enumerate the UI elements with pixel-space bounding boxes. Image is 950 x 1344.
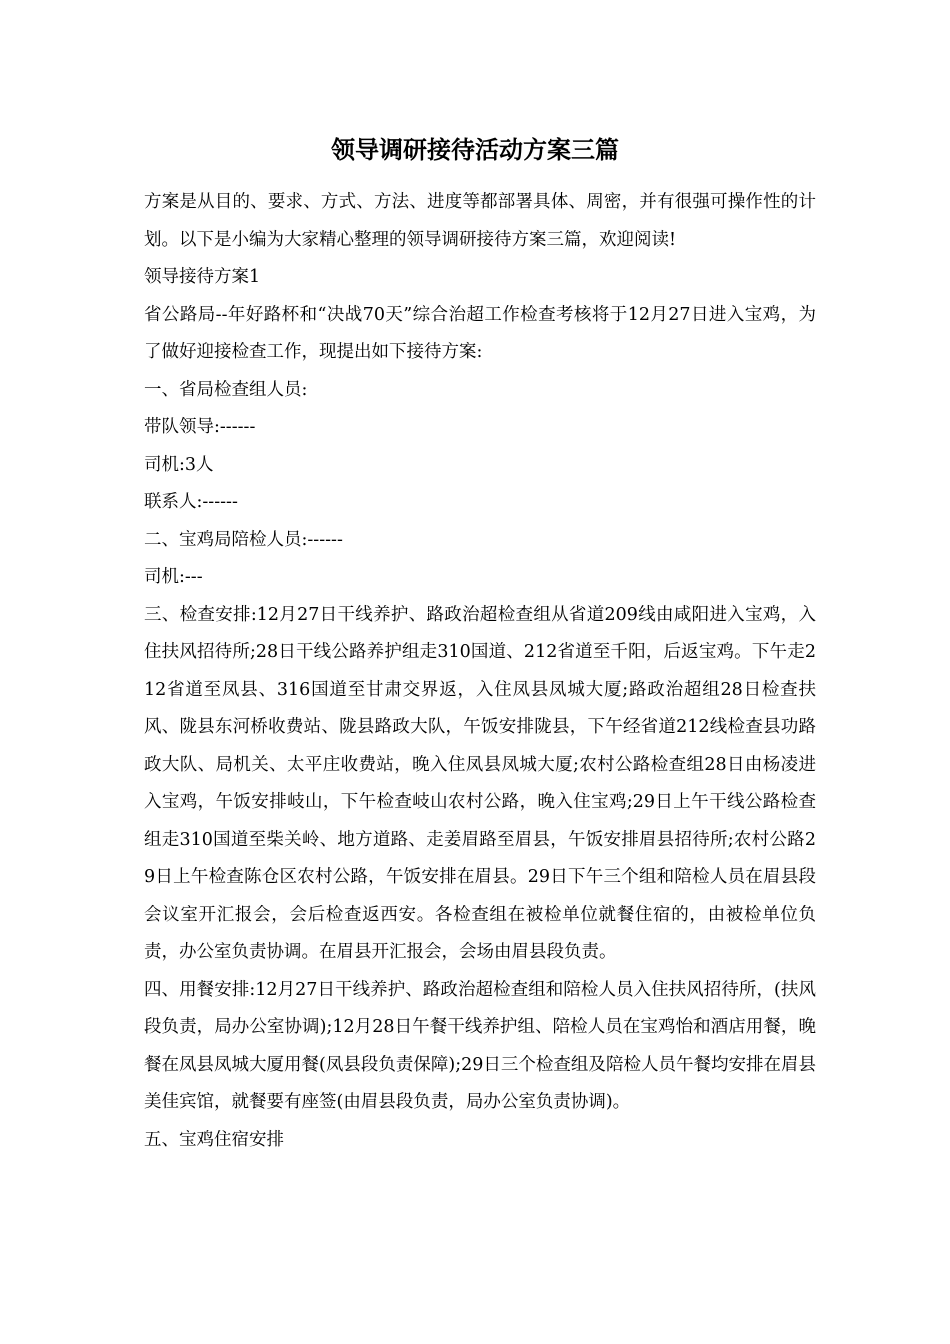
document-body: [144, 184, 816, 1159]
document-title: 领导调研接待活动方案三篇: [331, 135, 619, 164]
paragraph-drivers: 司机:3人: [144, 454, 214, 475]
paragraph-contact: 联系人:------: [144, 492, 238, 512]
paragraph-intro: 方案是从目的、要求、方式、方法、进度等都部署具体、周密，并有很强可操作性的计划。以下是小编为大家精心整理的领导调研接待方案三篇，欢迎阅读!: [144, 192, 816, 250]
paragraph-plan-heading: 领导接待方案1: [144, 267, 261, 287]
paragraph-section-3: 三、检查安排:12月27日干线养护、路政治超检查组从省道209线由咸阳进入宝鸡，入住扶风招待所;28日干线公路养护组走310国道、212省道至千阳，后返宝鸡。下午走212省道至凤县、316国道至甘肃交界返，入住凤县凤城大厦;路政治超组28日检查扶风、陇县东河桥收费站、陇县路政大队，午饭安排陇县，下午经省道212线检查县功路政大队、局机关、太平庄收费站，晚入住凤县凤城大厦;农村公路检查组28日由杨凌进入宝鸡，午饭安排岐山，下午检查岐山农村公路，晚入住宝鸡;29日上午干线公路检查组走310国道至柴关岭、地方道路、走姜眉路至眉县，午饭安排眉县招待所;农村公路29日上午检查陈仓区农村公路，午饭安排在眉县。29日下午三个组和陪检人员在眉县段会议室开汇报会，会后检查返西安。各检查组在被检单位就餐住宿的，由被检单位负责，办公室负责协调。在眉县开汇报会，会场由眉县段负责。: [144, 604, 816, 962]
paragraph-section-4: 四、用餐安排:12月27日干线养护、路政治超检查组和陪检人员入住扶风招待所，(扶风段负责，局办公室协调);12月28日午餐干线养护组、陪检人员在宝鸡怡和酒店用餐，晚餐在凤县凤城大厦用餐(凤县段负责保障);29日三个检查组及陪检人员午餐均安排在眉县美佳宾馆，就餐要有座签(由眉县段负责，局办公室负责协调)。: [144, 979, 816, 1112]
paragraph-section-1: 一、省局检查组人员:: [144, 379, 308, 400]
paragraph-plan-intro: 省公路局--年好路杯和“决战70天”综合治超工作检查考核将于12月27日进入宝鸡，为了做好迎接检查工作，现提出如下接待方案:: [144, 304, 816, 362]
paragraph-section-5: 五、宝鸡住宿安排: [144, 1129, 284, 1150]
paragraph-section-2: 二、宝鸡局陪检人员:------: [144, 529, 343, 550]
paragraph-driver-2: 司机:---: [144, 567, 203, 587]
paragraph-leader: 带队领导:------: [144, 417, 256, 437]
